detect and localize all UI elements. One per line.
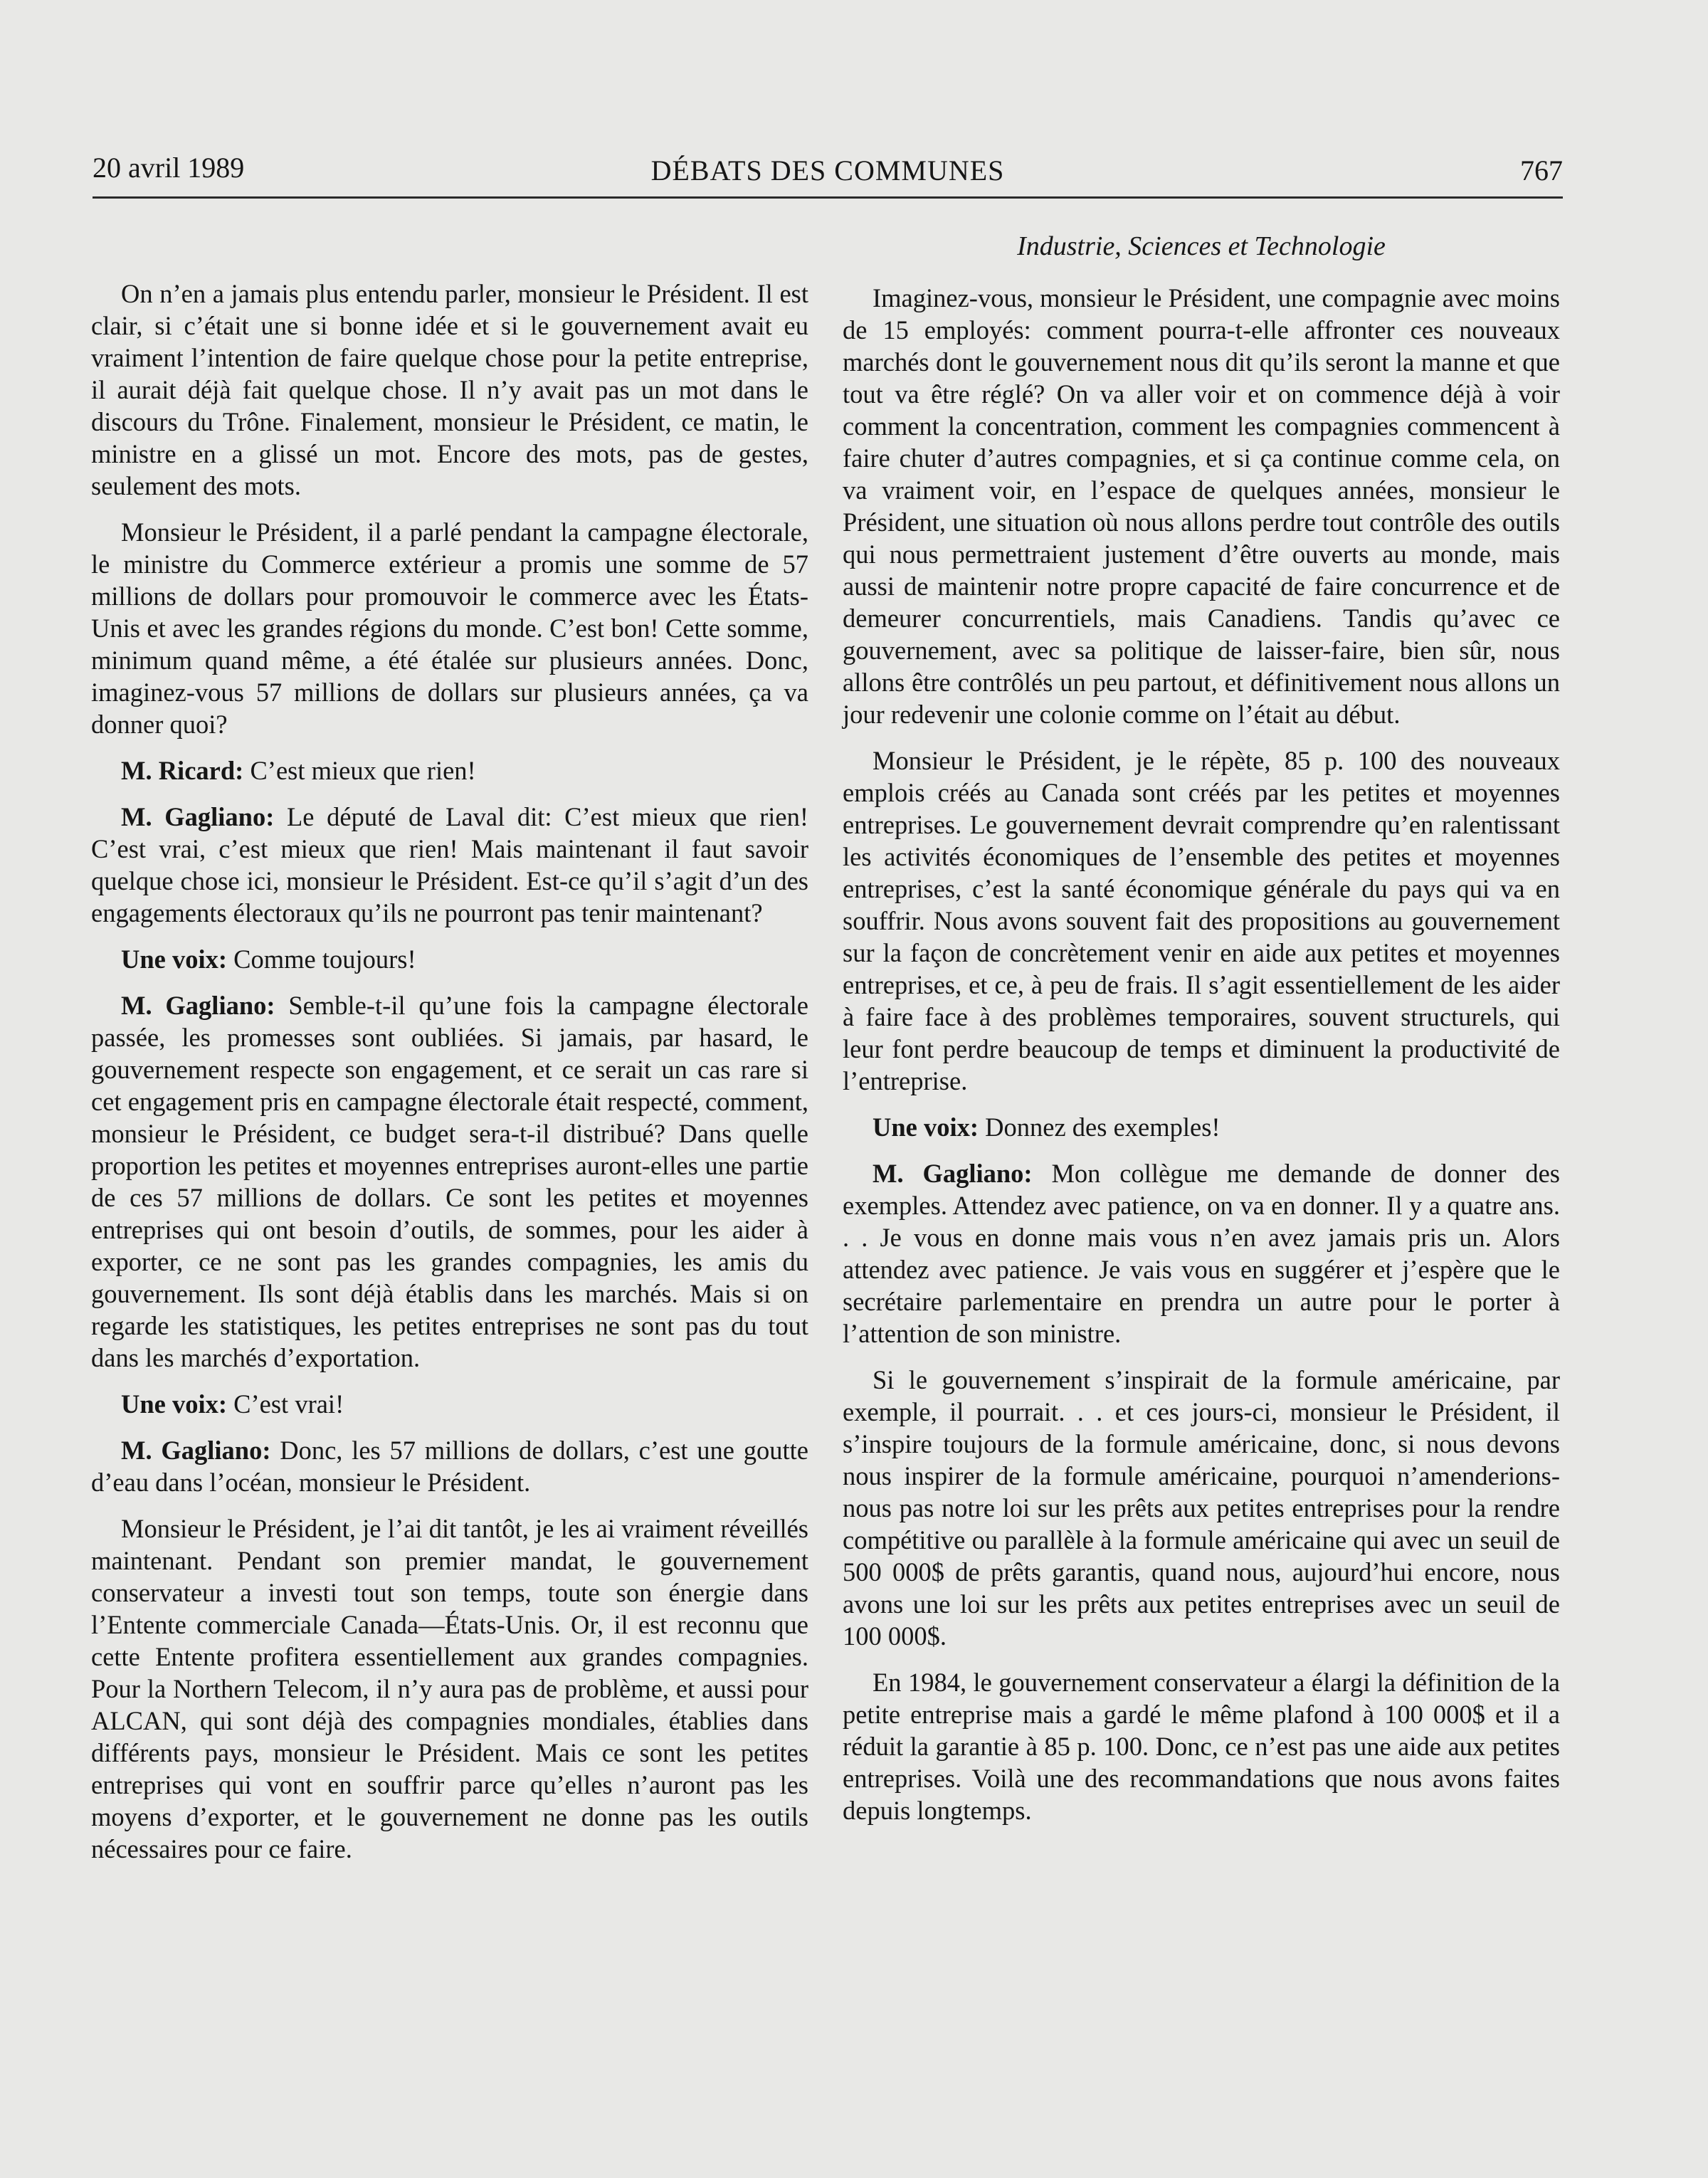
paragraph: En 1984, le gouvernement conservateur a élargi la définition de la petite entreprise mais a gardé le même plafond à 100 000$ et il a réduit la garantie à 85 p. 100. Donc, ce n’est pas une aide aux petites entreprises. Voilà une des recommandations que nous avons faites depuis longtemps. [843, 1668, 1560, 1825]
page-header [93, 151, 1563, 199]
speaker-name: Une voix: [121, 945, 228, 974]
speech [91, 943, 808, 975]
speaker-name: Une voix: [873, 1112, 979, 1142]
paragraph: Monsieur le Président, je le répète, 85 p. 100 des nouveaux emplois créés au Canada sont créés par les petites et moyennes entreprises. Le gouvernement devrait comprendre qu’en ralentissant les activités économiques de l’ensemble des petites et moyennes entreprises, c’est la santé économique générale du pays qui va en souffrir. Nous avons souvent fait des propositions au gouvernement sur la façon de concrètement venir en aide aux petites et moyennes entreprises, et ce, à peu de frais. Il s’agit essentiellement de les aider à faire face à des problèmes temporaires, souvent structurels, qui leur font perdre beaucoup de temps et diminuent la productivité de l’entreprise. [843, 746, 1560, 1095]
speech-text: Comme toujours! [227, 945, 416, 974]
speech [91, 1434, 808, 1498]
paragraph: Si le gouvernement s’inspirait de la formule américaine, par exemple, il pourrait. . . et ces jours-ci, monsieur le Président, il s’inspire toujours de la formule américaine, donc, si nous devons nous inspirer de la formule américaine, pourquoi n’amenderions-nous pas notre loi sur les prêts aux petites entreprises pour la rendre compétitive ou parallèle à la formule américaine qui avec un seuil de 500 000$ de prêts garantis, quand nous, aujourd’hui encore, nous avons une loi sur les prêts aux petites entreprises avec un seuil de 100 000$. [843, 1365, 1560, 1651]
speech [91, 1388, 808, 1420]
right-column [843, 282, 1560, 1841]
speech-text: Semble-t-il qu’une fois la campagne électorale passée, les promesses sont oubliées. Si jamais, par hasard, le gouvernement respecte son engagement, et ce serait un cas rare si cet engagement pris en campagne électorale était respecté, comment, monsieur le Président, ce budget sera-t-il distribué? Dans quelle proportion les petites et moyennes entreprises auront-elles une partie de ces 57 millions de dollars. Ce sont les petites et moyennes entreprises qui ont besoin d’outils, de sommes, pour les aider à exporter, ce ne sont pas les grandes compagnies, les amis du gouvernement. Ils sont déjà établis dans les marchés. Mais si on regarde les statistiques, les petites entreprises ne sont pas du tout dans les marchés d’exportation. [91, 991, 809, 1372]
speech [91, 754, 808, 786]
speech-text: C’est vrai! [227, 1389, 344, 1419]
page-number: 767 [1520, 154, 1563, 186]
speaker-name: M. Ricard: [121, 756, 244, 785]
speech-text: Donnez des exemples! [979, 1112, 1221, 1142]
left-column [91, 278, 808, 1879]
paragraph: Monsieur le Président, il a parlé pendant la campagne électorale, le ministre du Commerce extérieur a promis une somme de 57 millions de dollars pour promouvoir le commerce avec les États-Unis et avec les grandes régions du monde. C’est bon! Cette somme, minimum quand même, a été étalée sur plusieurs années. Donc, imaginez-vous 57 millions de dollars sur plusieurs années, ça va donner quoi? [91, 517, 808, 739]
paragraph: On n’en a jamais plus entendu parler, monsieur le Président. Il est clair, si c’était une si bonne idée et si le gouvernement avait eu vraiment l’intention de faire quelque chose pour la petite entreprise, il aurait déjà fait quelque chose. Il n’y avait pas un mot dans le discours du Trône. Finalement, monsieur le Président, ce matin, le ministre en a glissé un mot. Encore des mots, pas de gestes, seulement des mots. [91, 279, 808, 500]
speech-text: Le député de Laval dit: C’est mieux que rien! C’est vrai, c’est mieux que rien! Mais maintenant il faut savoir quelque chose ici, monsieur le Président. Est-ce qu’il s’agit d’un des engagements électoraux qu’ils ne pourront pas tenir maintenant? [91, 802, 808, 927]
speaker-name: M. Gagliano: [121, 991, 275, 1020]
paragraph: Monsieur le Président, je l’ai dit tantôt, je les ai vraiment réveillés maintenant. Pendant son premier mandat, le gouvernement conservateur a investi tout son temps, toute son énergie dans l’Entente commerciale Canada—États-Unis. Or, il est reconnu que cette Entente profitera essentiellement aux grandes compagnies. Pour la Northern Telecom, il n’y aura pas de problème, et aussi pour ALCAN, qui sont déjà des compagnies mondiales, établies dans différents pays, monsieur le Président. Mais ce sont les petites entreprises qui vont en souffrir parce qu’elles n’auront pas les moyens d’exporter, et le gouvernement ne donne pas les outils nécessaires pour ce faire. [91, 1514, 808, 1863]
paragraph: Imaginez-vous, monsieur le Président, une compagnie avec moins de 15 employés: comment pourra-t-elle affronter ces nouveaux marchés dont le gouvernement nous dit qu’ils seront la manne et que tout va être réglé? On va aller voir et on commence déjà à voir comment la concentration, comment les compagnies commencent à faire chuter d’autres compagnies, et si ça continue comme cela, on va vraiment voir, en l’espace de quelques années, monsieur le Président, une situation où nous allons perdre tout contrôle des outils qui nous permettraient justement d’être ouverts au monde, mais aussi de maintenir notre propre capacité de faire concurrence et de demeurer concurrentiels, mais Canadiens. Tandis qu’avec ce gouvernement, avec sa politique de laisser-faire, bien sûr, nous allons être contrôlés un peu partout, et définitivement nous allons un jour redevenir une colonie comme on l’était au début. [843, 283, 1560, 729]
speech-text: C’est mieux que rien! [243, 756, 476, 785]
speech-text: Mon collègue me demande de donner des exemples. Attendez avec patience, on va en donner. Il y a quatre ans. . . Je vous en donne mais vous n’en avez jamais pris un. Alors attendez avec patience. Je vais vous en suggérer et j’espère que le secrétaire parlementaire en prendra un autre pour le porter à l’attention de son ministre. [843, 1159, 1561, 1348]
header-date: 20 avril 1989 [93, 152, 245, 184]
speech [91, 801, 808, 929]
speech [843, 1111, 1560, 1143]
section-title: Industrie, Sciences et Technologie [1017, 231, 1386, 261]
speaker-name: M. Gagliano: [121, 1436, 271, 1465]
speech [843, 1157, 1560, 1350]
speaker-name: M. Gagliano: [121, 802, 275, 831]
speaker-name: M. Gagliano: [873, 1159, 1033, 1188]
speaker-name: Une voix: [121, 1389, 228, 1419]
speech [91, 989, 808, 1374]
header-title: DÉBATS DES COMMUNES [650, 154, 1005, 186]
speech-text: Donc, les 57 millions de dollars, c’est une goutte d’eau dans l’océan, monsieur le Président. [91, 1436, 808, 1497]
